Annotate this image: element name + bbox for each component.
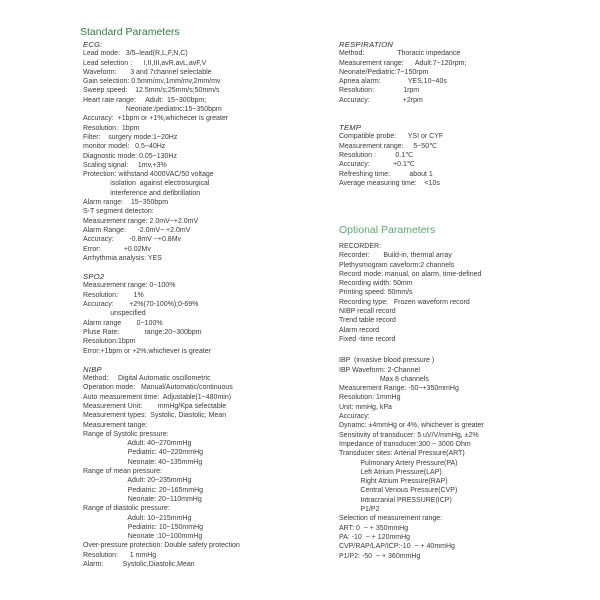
spec-line: Range of mean pressure:	[83, 468, 162, 476]
spec-line: Left Atrium Pressure(LAP)	[339, 468, 442, 476]
spec-line: Protection: withstand 4000VAC/50 voltage	[83, 171, 214, 179]
spec-line: Accuracy: +2rpm	[339, 96, 423, 104]
spec-line: Measurement types: Systolic, Diastolic, Mean	[83, 412, 227, 420]
spec-line: Alarm range: 15~350bpm	[83, 199, 169, 207]
spec-line: Neonate: 20~110mmHg	[83, 495, 202, 503]
spec-line: Heart rate range: Adult: 15~300bpm;	[83, 96, 207, 104]
spec-line: Pediatric: 20~165mmHg	[83, 486, 204, 494]
spec-line: Range of Systolic pressure:	[83, 430, 169, 438]
spec-line: Operation mode: Manual/Automatic/continuous	[83, 384, 233, 392]
spec-line: Right Atrium Pressure(RAP)	[339, 478, 448, 486]
spec-line: Range of diastolic pressure:	[83, 505, 170, 513]
spec-line: Accuracy: +2%(70-100%);0-69%	[83, 301, 199, 309]
right-column-top	[339, 40, 594, 188]
spec-line: Adult: 20~235mmHg	[83, 477, 192, 485]
spo2-title: SPO2	[83, 272, 105, 282]
spec-line: Method: Thoracic impedance	[339, 50, 461, 58]
spec-line: Record mode: manual, on alarm, time-defined	[339, 270, 482, 278]
spec-line: IBP Waveform: 2-Channel	[339, 366, 420, 374]
spec-line: Lead mode: 3/5–lead(R,L,F,N,C)	[83, 50, 188, 58]
spec-line: Resolution: 1 mmHg	[83, 551, 157, 559]
spec-line: Measurement range: Adult:7~120rpm;	[339, 59, 467, 67]
ibp-lines	[339, 356, 594, 561]
spec-line: Average measuring time: <10s	[339, 179, 440, 187]
spec-line: Pluse Rate: range:20~300bpm	[83, 328, 202, 336]
spec-line: Measurement Range: -50~+350mmHg	[339, 385, 459, 393]
spec-line: Resolution: 1mmHg	[339, 394, 401, 402]
spec-line: P1/P2	[339, 506, 380, 514]
temp-lines	[339, 132, 594, 188]
ecg-lines	[83, 49, 338, 263]
spec-line: Central Venous Pressure(CVP)	[339, 487, 458, 495]
spec-line: Measurement range: 2.0mV~+2.0mV	[83, 217, 199, 225]
spec-line: Alarm: Systolic,Diastolic,Mean	[83, 561, 195, 569]
spec-line: interference and defibrillation	[83, 189, 201, 197]
spec-line: Recorder: Build-in, thermal array	[339, 252, 452, 260]
spec-line: Accuracy: -0.8mV ~+0.8Mv	[83, 236, 182, 244]
nibp-title: NIBP	[83, 364, 102, 374]
spec-line: Neonate:/pediatric:15~350bpm	[83, 106, 222, 114]
spec-line: Resolution: 1bpm	[83, 124, 140, 132]
spec-line: Error: +0.02Mv	[83, 245, 151, 253]
spec-line: P1/P2: -50 ~ + 360mmHg	[339, 552, 421, 560]
spec-line: Error:+1bpm or +2%,whichever is greater	[83, 347, 211, 355]
spec-line: Max 8 channels	[339, 375, 429, 383]
spec-line: Transducer sites: Arterial Pressure(ART)	[339, 450, 465, 458]
ecg-title: ECG:	[83, 40, 103, 49]
standard-parameters-heading: Standard Parameters	[80, 26, 180, 38]
spec-line: S-T segment detecton:	[83, 208, 154, 216]
spec-line: Gain selection: 0.5mm/mv,1mm/mv,2mm/mv	[83, 78, 221, 86]
spec-line: Measurement range: 0~100%	[83, 282, 176, 290]
spec-line: Intracranial PRESSURE(ICP)	[339, 496, 452, 504]
spec-line: Resolution: 1rpm	[339, 87, 420, 95]
nibp-lines	[83, 374, 338, 569]
spec-line: Resolution: 1%	[83, 291, 144, 299]
spec-line: Compatible probe: YSI or CYF	[339, 133, 444, 141]
spec-line: Dynamc: ±4mmHg or 4%, whichever is greater	[339, 422, 484, 430]
spec-line: Trend table record	[339, 317, 396, 325]
spec-line: ART: 0 ~ + 350mmHg	[339, 524, 409, 532]
spec-line: NIBP recall record	[339, 308, 396, 316]
spec-line: PA: -10 ~ + 120mmHg	[339, 533, 411, 541]
spec-line: Refreshing time: about 1	[339, 170, 433, 178]
spec-line: Measurement Unit: mmHg/Kpa selectable	[83, 402, 227, 410]
spec-line: Waveform: 3 and 7channel selectable	[83, 68, 212, 76]
spec-line: Resolution : 0.1℃	[339, 151, 414, 159]
spec-line: Resolution:1bpm	[83, 338, 136, 346]
right-column-bottom	[339, 242, 594, 561]
spec-line: Unit: mmHg, kPa	[339, 403, 392, 411]
spec-line: Accuracy: +1bpm or +1%,whichecer is greater	[83, 115, 229, 123]
spec-line: Pulmonary Artery Pressure(PA)	[339, 459, 458, 467]
spec-line: Apnea alarm: YES,10~40s	[339, 78, 447, 86]
spec-line: Sweep speed: 12.5mm/s;25mm/s;50mm/s	[83, 87, 220, 95]
spec-line: CVP/RAP/LAP/ICP:-10 ~ + 40mmHg	[339, 543, 455, 551]
spec-line: Arrhythmia analysis: YES	[83, 254, 162, 262]
spec-line: Pediatric: 10~150mmHg	[83, 523, 204, 531]
spec-line: RECORDER:	[339, 243, 382, 250]
left-column	[83, 40, 338, 569]
respiration-lines	[339, 49, 594, 105]
spec-line: Auto measurement time: Adjustable(1~480min)	[83, 393, 232, 401]
spec-line: Recording width: 50mm	[339, 280, 413, 288]
spec-line: Filter: surgery mode:1~20Hz	[83, 133, 178, 141]
spec-line: Sensitivity of transducer: 5 uV/V/mmHg, ±2%	[339, 431, 479, 439]
spec-line: Method: Digital Automatic oscillometric	[83, 375, 211, 383]
spec-line: Measurement range: 5~50℃	[339, 142, 437, 150]
spec-line: Lead selection : I,II,III,avR,avL,avF,V	[83, 59, 207, 67]
spec-line: Impedance of transducer:300 ~ 3000 Ohm	[339, 440, 471, 448]
spec-line: Alarm range 0~100%	[83, 319, 163, 327]
spec-line: Adult: 10~215mmHg	[83, 514, 192, 522]
spo2-lines	[83, 281, 338, 355]
spec-line: Scaling signal: 1mv,+3%	[83, 161, 167, 169]
spec-line: isolation against electrosurgical	[83, 180, 210, 188]
spec-line: Fixed -time record	[339, 335, 396, 343]
spec-line: Plethysmogram caveform:2 channels	[339, 261, 455, 269]
respiration-title: RESPIRATION	[339, 40, 394, 49]
spec-line: Recording type: Frozen waveform record	[339, 298, 470, 306]
spec-line: Neonate :10~100mmHg	[83, 533, 203, 541]
spec-line: IBP (invasive blood pressure )	[339, 357, 435, 365]
spec-line: Selection of measurement range:	[339, 515, 443, 523]
spec-line: monitor model: 0.5~40Hz	[83, 143, 166, 151]
spec-line: Pediatric: 40~220mmHg	[83, 449, 204, 457]
spec-line: Over-pressure protection: Double safety protection	[83, 542, 240, 550]
spec-line: Accuracy: +0.1℃	[339, 161, 415, 169]
spec-line: Neonate/Pediatric:7~150rpm	[339, 68, 429, 76]
recorder-lines	[339, 242, 594, 344]
spec-line: Alarm Range: -2.0mV~ +2.0mV	[83, 226, 191, 234]
spec-line: unspecified	[83, 310, 146, 318]
spec-line: Measurement tange:	[83, 421, 148, 429]
spec-line: Adult: 40~270mmHg	[83, 440, 192, 448]
optional-parameters-heading: Optional Parameters	[339, 224, 436, 236]
spec-line: Accuracy:	[339, 413, 370, 421]
spec-line: Neonate: 40~135mmHg	[83, 458, 203, 466]
spec-line: Diagnostic mode: 0.05~130Hz	[83, 152, 177, 160]
spec-line: Alarm record	[339, 326, 380, 334]
spec-line: Printing speed: 50mm/s	[339, 289, 413, 297]
temp-title: TEMP	[339, 123, 362, 133]
